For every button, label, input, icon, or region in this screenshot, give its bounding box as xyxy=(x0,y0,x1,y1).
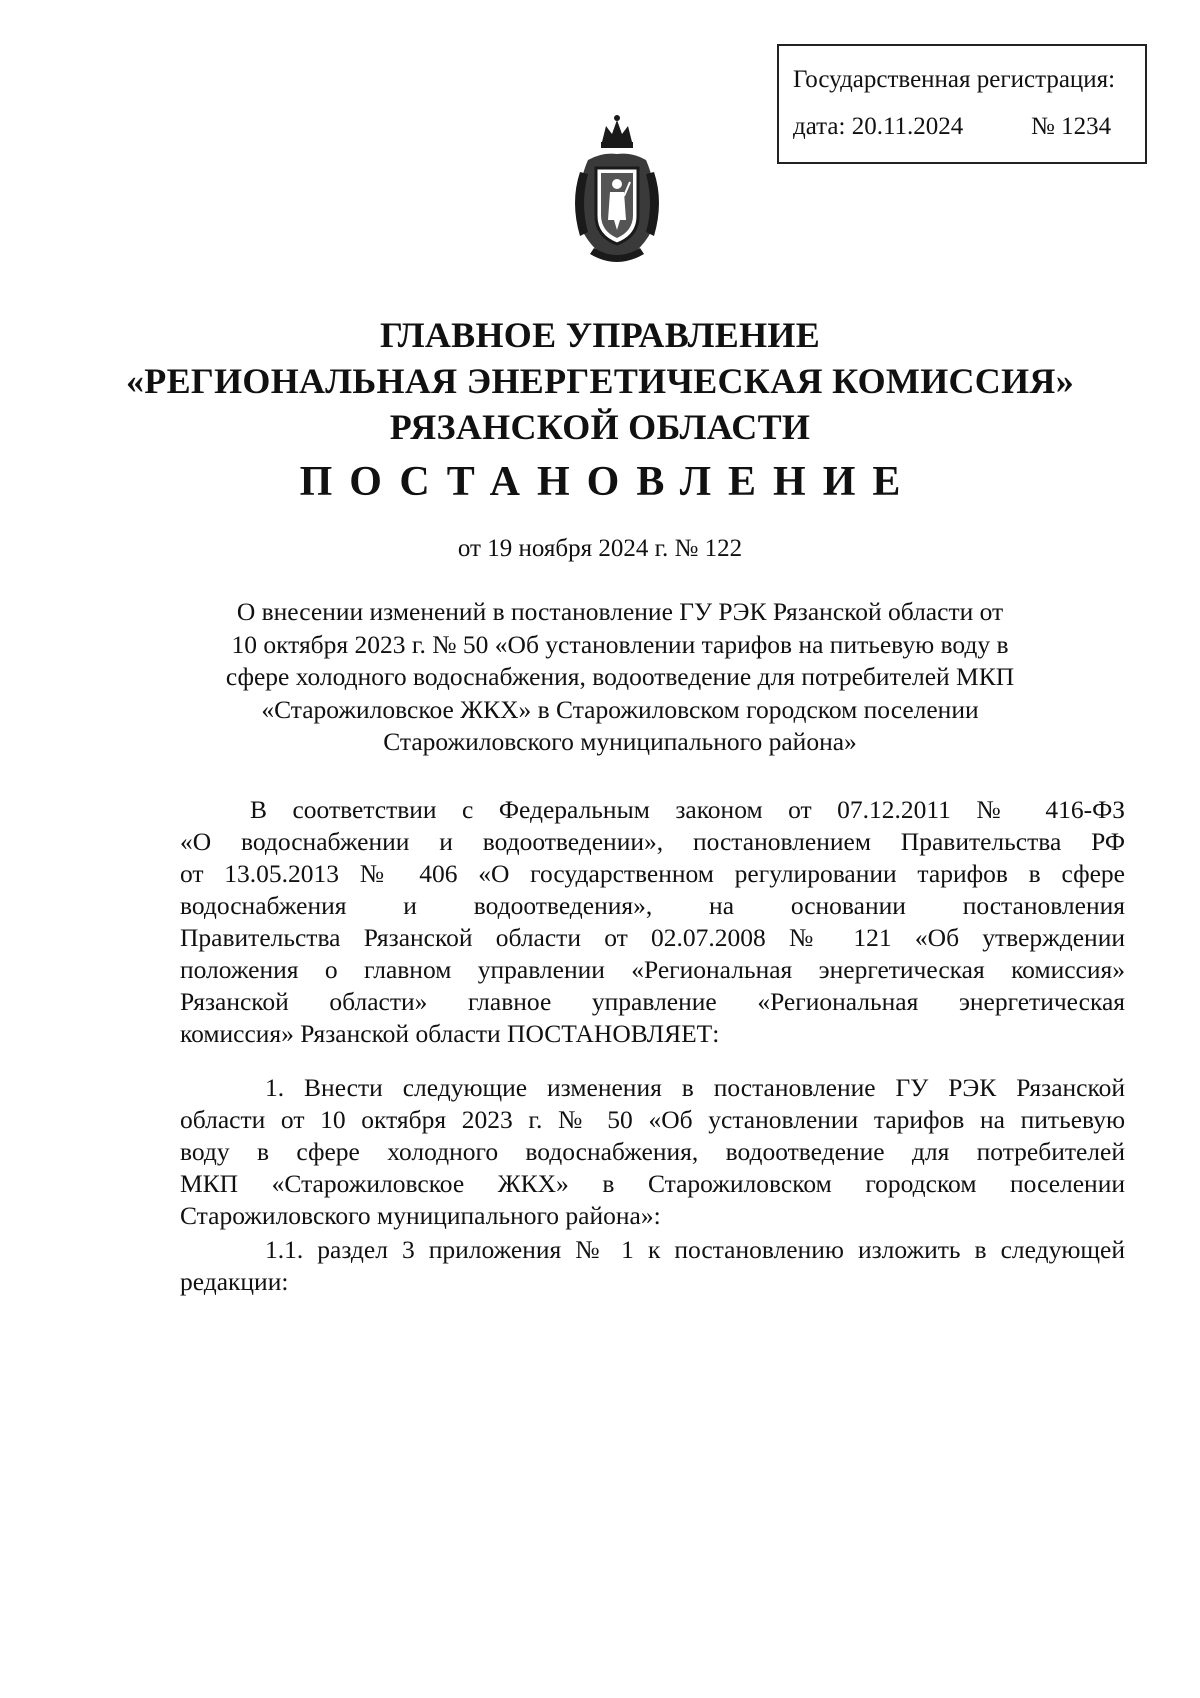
item-1-1-line: редакции: xyxy=(180,1267,289,1296)
preamble-line: Правительства Рязанской области от 02.07.2008 № 121 «Об утверждении xyxy=(180,923,1125,952)
item-1-line: 1. Внести следующие изменения в постановление ГУ РЭК Рязанской xyxy=(265,1073,1125,1102)
item-1-line: области от 10 октября 2023 г. № 50 «Об установлении тарифов на питьевую xyxy=(180,1105,1125,1134)
org-line: ГЛАВНОЕ УПРАВЛЕНИЕ xyxy=(379,315,821,355)
preamble-line: В соответствии с Федеральным законом от 07.12.2011 № 416-ФЗ xyxy=(250,795,1125,824)
subject-line: сфере холодного водоснабжения, водоотведение для потребителей МКП xyxy=(225,662,1015,691)
preamble-line: положения о главном управлении «Региональная энергетическая комиссия» xyxy=(180,955,1125,984)
item-1-1-line: 1.1. раздел 3 приложения № 1 к постановлению изложить в следующей xyxy=(265,1235,1125,1264)
item-1-line: МКП «Старожиловское ЖКХ» в Старожиловском городском поселении xyxy=(180,1169,1125,1198)
item-1-line: Старожиловского муниципального района»: xyxy=(180,1201,661,1230)
preamble-line: комиссия» Рязанской области ПОСТАНОВЛЯЕТ: xyxy=(180,1019,720,1048)
item-1-line: воду в сфере холодного водоснабжения, водоотведение для потребителей xyxy=(180,1137,1125,1166)
document-subject xyxy=(180,596,1060,759)
registration-title: Государственная регистрация: xyxy=(793,66,1116,93)
org-line: «РЕГИОНАЛЬНАЯ ЭНЕРГЕТИЧЕСКАЯ КОМИССИЯ» xyxy=(126,361,1074,401)
subject-line: Старожиловского муниципального района» xyxy=(383,727,857,756)
organization-name xyxy=(0,312,1200,450)
document-date-number: от 19 ноября 2024 г. № 122 xyxy=(457,535,743,562)
preamble-line: от 13.05.2013 № 406 «О государственном регулировании тарифов в сфере xyxy=(180,859,1125,888)
subject-line: «Старожиловское ЖКХ» в Старожиловском городском поселении xyxy=(261,694,979,724)
registration-stamp xyxy=(777,44,1147,164)
subject-line: О внесении изменений в постановление ГУ РЭК Рязанской области от xyxy=(236,597,1004,626)
registration-number: № 1234 xyxy=(1031,113,1112,140)
registration-date: дата: 20.11.2024 xyxy=(793,113,964,140)
preamble-line: водоснабжения и водоотведения», на основании постановления xyxy=(180,891,1125,920)
org-line: РЯЗАНСКОЙ ОБЛАСТИ xyxy=(389,407,811,447)
coat-of-arms-icon xyxy=(566,112,668,272)
preamble-line: Рязанской области» главное управление «Региональная энергетическая xyxy=(180,987,1125,1016)
subject-line: 10 октября 2023 г. № 50 «Об установлении тарифов на питьевую воду в xyxy=(231,629,1009,659)
preamble-line: «О водоснабжении и водоотведении», постановлением Правительства РФ xyxy=(180,827,1125,856)
document-type: ПОСТАНОВЛЕНИЕ xyxy=(299,459,918,505)
